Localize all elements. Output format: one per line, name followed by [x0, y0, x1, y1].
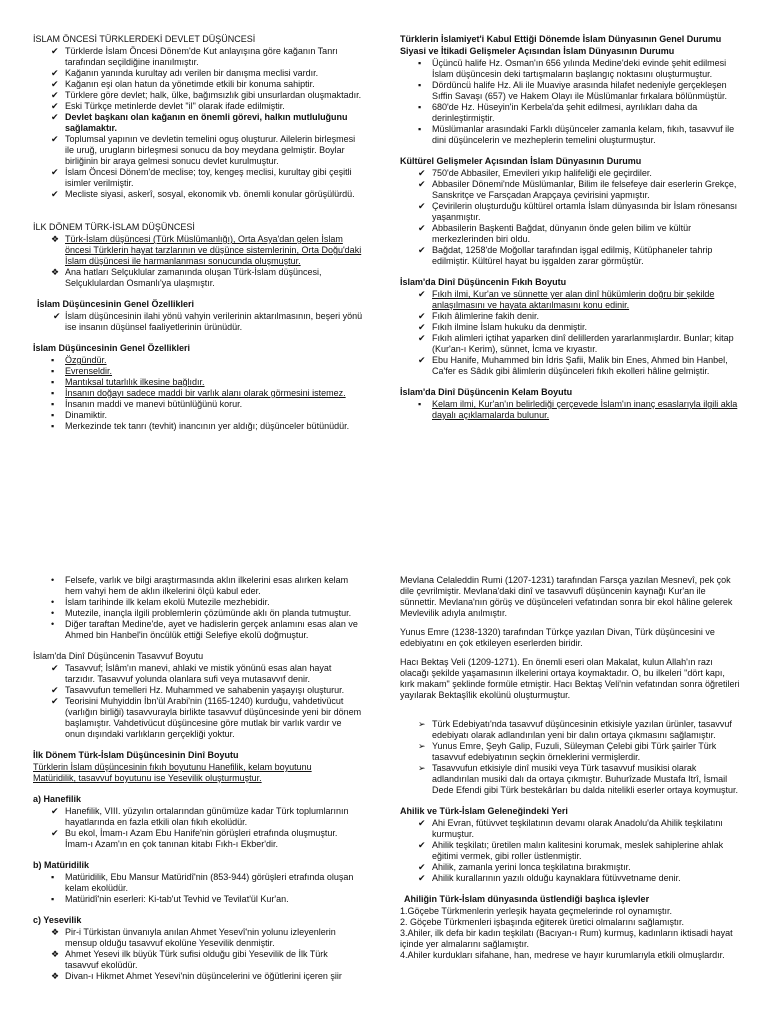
list-item: ✔ Bağdat, 1258'de Moğollar tarafından işgal edilmiş, Kütüphaneler tahrip edilmiştir. Kültürel hayat bu işgalden zarar görmüştür.: [418, 245, 713, 266]
square-bullet-icon: ▪: [418, 102, 422, 112]
square-bullet-icon: ▪: [418, 80, 422, 90]
diamond-bullet-icon: ❖: [51, 949, 60, 959]
numbered-line: 2. Göçebe Türkmenleri işbaşında eğiterek üretici olmalarını sağlamıştır.: [400, 917, 684, 927]
section-title: Ahiliğin Türk-İslam dünyasında üstlendiği başlıca işlevler: [404, 894, 650, 904]
check-icon: ✔: [51, 90, 59, 100]
check-list: [33, 806, 363, 850]
section-subtitle: Siyasi ve İtikadi Gelişmeler Açısından İslam Dünyasının Durumu: [400, 46, 675, 56]
section-title: Kültürel Gelişmeler Açısından İslam Dünyasının Durumu: [400, 156, 642, 166]
list-item: ❖ Pir-i Türkistan ünvanıyla anılan Ahmet Yesevî'nin yolunu izleyenlerin mensup olduğu tasavvuf ekolüne Yesevilik denmiştir.: [51, 927, 336, 948]
numbered-line: 4.Ahiler kurdukları sifahane, han, medrese ve hayır kurumlarıyla etkili olmuşlardır.: [400, 950, 725, 960]
paragraph: Mevlana Celaleddin Rumi (1207-1231) tarafından Farsça yazılan Mesnevî, pek çok dile çevrilmiştir. Mevlana'daki dinî ve tasavvufî düşüncenin kaynağı Kur'an ile sünnettir. Mevlana'nın görüş ve düşünceleri vefatından sonra bir ekol hâline gelerek Mevlevilik adıyla anılmıştır.: [400, 575, 733, 618]
check-icon: ✔: [418, 873, 426, 883]
list-item: ➢ Türk Edebiyatı'nda tasavvuf düşüncesinin etkisiyle yazılan ürünler, tasavvuf edebiyatı olarak adlandırılan yeni bir dalın ortaya çıkmasını sağlamıştır.: [418, 719, 732, 740]
list-item: ✔ Fıkıh alimleri içtihat yaparken dinî delillerden yararlanmışlardır. Bunlar; kitap (Kur'an-ı Kerim), sünnet, İcma ve kıyastır.: [418, 333, 734, 354]
square-bullet-icon: ▪: [51, 410, 55, 420]
list-item: ❖ Divan-ı Hikmet Ahmet Yesevi'nin düşüncelerini ve öğütlerini içeren şiir: [51, 971, 342, 981]
check-icon: ✔: [51, 79, 59, 89]
diamond-bullet-icon: ❖: [51, 927, 60, 937]
square-list: [33, 872, 363, 905]
list-item: ▪ Merkezinde tek tanrı (tevhit) inancının yer aldığı; düşünceler bütünüdür.: [51, 421, 350, 431]
list-item: ✔ Kağanın yanında kurultay adı verilen bir danışma meclisi vardır.: [51, 68, 319, 78]
check-list: [400, 289, 740, 377]
square-list: [400, 58, 740, 146]
check-icon: ✔: [418, 862, 426, 872]
list-item: ▪ Matüridilik, Ebu Mansur Matüridî'nin (853-944) görüşleri etrafında oluşan kelam ekolüdür.: [51, 872, 354, 893]
list-item: ▪ Müslümanlar arasındaki Farklı düşünceler zamanla kelam, fıkıh, tasavvuf ile dini düşüncelerin ve mezheplerin temelini oluşturmuştur.: [418, 124, 735, 145]
list-item: ▪ 680'de Hz. Hüseyin'in Kerbela'da şehit edilmesi, ayrılıkları daha da derinleştirmiştir.: [418, 102, 698, 123]
section-title: b) Matüridilik: [33, 860, 89, 870]
arrow-list: [400, 719, 740, 796]
section-title: İslam Düşüncesinin Genel Özellikleri: [37, 299, 195, 309]
diamond-list: [33, 927, 363, 982]
list-item: ✔ Ahilik kurallarının yazılı olduğu kaynaklara fütüvvetname denir.: [418, 873, 681, 883]
section-title: İlk Dönem Türk-İslam Düşüncesinin Dinî Boyutu: [33, 750, 239, 760]
square-list: [33, 355, 363, 432]
square-bullet-icon: ▪: [51, 388, 55, 398]
section-title: İLK DÖNEM TÜRK-İSLAM DÜŞÜNCESİ: [33, 222, 195, 232]
diamond-bullet-icon: ❖: [51, 267, 60, 277]
section-title: a) Hanefilik: [33, 794, 82, 804]
page-2: [0, 512, 768, 1024]
square-bullet-icon: ▪: [51, 355, 55, 365]
list-item: ❖ Ana hatları Selçuklular zamanında oluşan Türk-İslam düşüncesi, Selçuklulardan Osmanlı'ya ulaşmıştır.: [51, 267, 322, 288]
square-bullet-icon: ▪: [418, 58, 422, 68]
check-icon: ✔: [51, 663, 59, 673]
check-icon: ✔: [51, 696, 59, 706]
check-list: [33, 663, 363, 740]
paragraph-line: Matüridilik, tasavvuf boyutunu ise Yesevilik oluşturmuştur.: [33, 773, 262, 783]
page1-left-column: [33, 34, 363, 432]
page1-right-column: [400, 34, 740, 421]
check-icon: ✔: [51, 101, 59, 111]
check-icon: ✔: [51, 806, 59, 816]
list-item: ✔ Kağanın eşi olan hatun da yönetimde etkili bir konuma sahiptir.: [51, 79, 315, 89]
check-icon: ✔: [51, 46, 59, 56]
square-bullet-icon: ▪: [418, 399, 422, 409]
list-item: ✔ Fıkıh ilmi, Kur'an ve sünnette yer alan dinî hükümlerin doğru bir şekilde anlaşılmasını ve hayata aktarılmasını konu edinir.: [418, 289, 715, 310]
list-item: ▪ Üçüncü halife Hz. Osman'ın 656 yılında Medine'deki evinde şehit edilmesi İslam düşüncesin deki tartışmaların başlangıç noktasını oluşturmuştur.: [418, 58, 727, 79]
section-title: İslam'da Dinî Düşüncenin Kelam Boyutu: [400, 387, 573, 397]
square-bullet-icon: ▪: [51, 377, 55, 387]
check-icon: ✔: [418, 333, 426, 343]
section-title: c) Yesevilik: [33, 915, 82, 925]
numbered-line: 3.Ahiler, ilk defa bir kadın teşkilatı (Bacıyan-ı Rum) kurmuş, kadınların iktisadi hayat içinde yer almalarını sağlamıştır.: [400, 928, 733, 949]
list-item: ▪ Dördüncü halife Hz. Ali ile Muaviye arasında hilafet nedeniyle gerçekleşen Sıffin Savaşı (657) ve Hakem Olayı ile Müslümanlar fırkalara bölünmüştür.: [418, 80, 727, 101]
check-icon: ✔: [51, 167, 59, 177]
list-item: ▪ Matüridî'nin eserleri: Ki-tab'ut Tevhid ve Tevilat'ül Kur'an.: [51, 894, 289, 904]
list-item: ➢ Tasavvufun etkisiyle dinî musiki veya Türk tasavvuf musikisi olarak adlandırılan musiki dalı da ortaya çıkmıştır. Buhurîzade Mustafa Itrî, İsmail Dede Efendi gibi Türk bestekârları bu dalda nitelikli eserler ortaya koymuştur.: [418, 763, 738, 795]
check-list: [33, 46, 363, 200]
diamond-list: [33, 234, 363, 289]
check-icon: ✔: [418, 311, 426, 321]
list-item: ✔ Ahi Evran, fütüvvet teşkilatının devamı olarak Anadolu'da Ahilik teşkilatını kurmuştur.: [418, 818, 723, 839]
section-title: Ahilik ve Türk-İslam Geleneğindeki Yeri: [400, 806, 568, 816]
list-item: ▪ Mantıksal tutarlılık ilkesine bağlıdır.: [51, 377, 205, 387]
arrow-bullet-icon: ➢: [418, 719, 426, 729]
paragraph-line: Türklerin İslam düşüncesinin fıkıh boyutunu Hanefilik, kelam boyutunu: [33, 762, 312, 772]
check-list: [33, 311, 363, 333]
check-icon: ✔: [51, 828, 59, 838]
dot-bullet-icon: •: [51, 597, 55, 607]
page2-right-column: [400, 575, 740, 961]
list-item: ✔ Teorisini Muhyiddin İbn'ül Arabi'nin (1165-1240) kurduğu, vahdetivücut (varlığın birliği) tasavvurayla birlikte tasavvuf düşüncesinde yeni bir dönem başlamıştır. Vahdetivücut düşüncesine göre mutlak bir varlık vardır ve onun dışındaki varlıkların gerçekliği yoktur.: [51, 696, 362, 739]
check-icon: ✔: [51, 68, 59, 78]
list-item: ✔ Fıkıh âlimlerine fakih denir.: [418, 311, 540, 321]
check-icon: ✔: [418, 322, 426, 332]
check-icon: ✔: [418, 355, 426, 365]
list-item: ✔ Türklerde İslam Öncesi Dönem'de Kut anlayışına göre kağanın Tanrı tarafından seçildiğine inanılmıştır.: [51, 46, 338, 67]
dot-list: [33, 575, 363, 641]
square-bullet-icon: ▪: [418, 124, 422, 134]
list-item: ▪ Özgündür.: [51, 355, 107, 365]
list-item: • Felsefe, varlık ve bilgi araştırmasında aklın ilkelerini esas alırken kelam hem vahyi hem de aklın ilkelerini ölçü kabul eder.: [51, 575, 349, 596]
list-item: ✔ İslam Öncesi Dönem'de meclise; toy, kengeş meclisi, kurultay gibi çeşitli isimler verilmiştir.: [51, 167, 352, 188]
dot-bullet-icon: •: [51, 619, 55, 629]
diamond-bullet-icon: ❖: [51, 234, 60, 244]
list-item: ✔ Abbasilerin Başkenti Bağdat, dünyanın önde gelen bilim ve kültür merkezlerinden biri oldu.: [418, 223, 692, 244]
section-title: İslam Düşüncesinin Genel Özellikleri: [33, 343, 191, 353]
list-item: ✔ Hanefilik, VIII. yüzyılın ortalarından günümüze kadar Türk toplumlarının hayatlarında en fazla etkili olan fıkıh ekolüdür.: [51, 806, 349, 827]
check-icon: ✔: [418, 289, 426, 299]
list-item: ▪ İnsanın doğayı sadece maddi bir varlık alanı olarak görmesini istemez.: [51, 388, 346, 398]
check-icon: ✔: [51, 685, 59, 695]
list-item: ✔ Ahilik teşkilatı; üretilen malın kalitesini korumak, meslek sahiplerine ahlak eğitimi vermek, gibi roller üstlenmiştir.: [418, 840, 724, 861]
square-bullet-icon: ▪: [51, 366, 55, 376]
list-item: ✔ Tasavvuf; İslâm'ın manevi, ahlaki ve mistik yönünü esas alan hayat tarzıdır. Tasavvuf yolunda olanlara sufi veya mutasavvıf denir.: [51, 663, 332, 684]
paragraph: Yunus Emre (1238-1320) tarafından Türkçe yazılan Divan, Türk düşüncesini ve edebiyatını en çok etkileyen eserlerden biridir.: [400, 627, 715, 648]
square-bullet-icon: ▪: [51, 421, 55, 431]
check-icon: ✔: [418, 179, 426, 189]
square-bullet-icon: ▪: [51, 894, 55, 904]
square-bullet-icon: ▪: [51, 872, 55, 882]
paragraph: Hacı Bektaş Veli (1209-1271). En önemli eseri olan Makalat, kulun Allah'ın razı olacağı şekilde yaşamasının ilkelerini ortaya koymaktadır. O, bu ilkeleri "dört kapı, kırk makam" şeklinde formüle etmiştir. Hacı Bektaş Veli'nin vefatından sonra öğretileri yayılarak Bektaşîlik ekolünü oluşturmuştur.: [400, 657, 740, 700]
check-icon: ✔: [51, 134, 59, 144]
check-icon: ✔: [51, 112, 59, 122]
list-item: ✔ Fıkıh ilmine İslam hukuku da denmiştir.: [418, 322, 588, 332]
dot-bullet-icon: •: [51, 608, 55, 618]
square-bullet-icon: ▪: [51, 399, 55, 409]
list-item: ❖ Türk-İslam düşüncesi (Türk Müslümanlığı), Orta Asya'dan gelen İslam öncesi Türklerin hayat tarzlarının ve düşünce sistemlerinin, Orta Doğu'daki İslam düşüncesi ile harmanlanması sonucunda oluşmuştur.: [51, 234, 362, 266]
list-item: ✔ Toplumsal yapının ve devletin temelini oguş oluşturur. Ailelerin birleşmesi ile uruğ, urugların birleşmesi sonucu da boy meydana gelmiştir. Boylar birliğinin bir araya gelmesi sonucu devlet kurulmuştur.: [51, 134, 356, 166]
list-item: ✔ Devlet başkanı olan kağanın en önemli görevi, halkın mutluluğunu sağlamaktır.: [51, 112, 348, 133]
section-title: İslam'da Dinî Düşüncenin Tasavvuf Boyutu: [33, 651, 204, 661]
section-title: İslam'da Dinî Düşüncenin Fıkıh Boyutu: [400, 277, 567, 287]
check-list: [400, 818, 740, 884]
list-item: ➢ Yunus Emre, Şeyh Galip, Fuzuli, Süleyman Çelebi gibi Türk şairler Türk tasavvuf edebiyatının seçkin örneklerini vermişlerdir.: [418, 741, 717, 762]
list-item: ▪ İnsanın maddi ve manevi bütünlüğünü korur.: [51, 399, 243, 409]
section-title: İSLAM ÖNCESİ TÜRKLERDEKİ DEVLET DÜŞÜNCESİ: [33, 34, 256, 44]
list-item: ✔ 750'de Abbasiler, Emevileri yıkıp halifeliği ele geçirdiler.: [418, 168, 652, 178]
arrow-bullet-icon: ➢: [418, 763, 426, 773]
list-item: ▪ Dinamiktir.: [51, 410, 108, 420]
check-icon: ✔: [418, 201, 426, 211]
list-item: ✔ Ebu Hanife, Muhammed bin İdris Şafii, Malik bin Enes, Ahmed bin Hanbel, Ca'fer es Sâdık gibi âlimlerin düşünceleri fıkıh ekolleri hâline gelmiştir.: [418, 355, 728, 376]
numbered-line: 1.Göçebe Türkmenlerin yerleşik hayata geçmelerinde rol oynamıştır.: [400, 906, 672, 916]
check-list: [400, 168, 740, 267]
list-item: ✔ Tasavvufun temelleri Hz. Muhammed ve sahabenin yaşayışı oluşturur.: [51, 685, 345, 695]
list-item: ✔ Abbasiler Dönemi'nde Müslümanlar, Bilim ile felsefeye dair eserlerin Grekçe, Sanskritçe ve Farsçadan Arapçaya çevirisini yapmıştır.: [418, 179, 737, 200]
page2-left-column: [33, 575, 363, 982]
list-item: ❖ Ahmet Yesevi ilk büyük Türk sufisi olduğu gibi Yesevilik de İlk Türk tasavvuf ekolüdür.: [51, 949, 328, 970]
check-icon: ✔: [418, 223, 426, 233]
list-item: ▪ Kelam ilmi, Kur'an'ın belirlediği çerçevede İslam'ın inanç esaslarıyla ilgili akla dayalı açıklamalarda bulunur.: [418, 399, 738, 420]
arrow-bullet-icon: ➢: [418, 741, 426, 751]
diamond-bullet-icon: ❖: [51, 971, 60, 981]
list-item: ✔ Ahilik, zamanla yerini lonca teşkilatına bırakmıştır.: [418, 862, 631, 872]
list-item: ✔ Mecliste siyasi, askerî, sosyal, ekonomik vb. önemli konular görüşülürdü.: [51, 189, 355, 199]
list-item: ✔ Türklere göre devlet; halk, ülke, bağımsızlık gibi unsurlardan oluşmaktadır.: [51, 90, 362, 100]
check-icon: ✔: [418, 245, 426, 255]
check-icon: ✔: [418, 840, 426, 850]
check-icon: ✔: [53, 311, 61, 321]
list-item: • İslam tarihinde ilk kelam ekolü Mutezile mezhebidir.: [51, 597, 270, 607]
list-item: • Mutezile, inançla ilgili problemlerin çözümünde aklı ön planda tutmuştur.: [51, 608, 352, 618]
check-icon: ✔: [418, 168, 426, 178]
square-list: [400, 399, 740, 421]
list-item: ✔ İslam düşüncesinin ilahi yönü vahyin verilerinin aktarılmasının, beşeri yönü ise insanın düşünsel faaliyetlerinin ürünüdür.: [53, 311, 363, 332]
list-item: ✔ Bu ekol, İmam-ı Azam Ebu Hanife'nin görüşleri etrafında oluşmuştur. İmam-ı Azam'ın en çok tanınan kitabı Fıkh-ı Ekber'dir.: [51, 828, 338, 849]
list-item: ▪ Evrenseldir.: [51, 366, 113, 376]
check-icon: ✔: [418, 818, 426, 828]
dot-bullet-icon: •: [51, 575, 55, 585]
list-item: ✔ Çevirilerin oluşturduğu kültürel ortamla İslam dünyasında bir İslam rönesansı yaşanmıştır.: [418, 201, 738, 222]
section-title: Türklerin İslamiyet'i Kabul Ettiği Dönemde İslam Dünyasının Genel Durumu: [400, 34, 722, 44]
list-item: • Diğer taraftan Medine'de, ayet ve hadislerin gerçek anlamını esas alan ve Ahmed bin Hanbel'in öncülük ettiği Selefiye ekolü doğmuştur.: [51, 619, 358, 640]
check-icon: ✔: [51, 189, 59, 199]
list-item: ✔ Eski Türkçe metinlerde devlet "il" olarak ifade edilmiştir.: [51, 101, 285, 111]
